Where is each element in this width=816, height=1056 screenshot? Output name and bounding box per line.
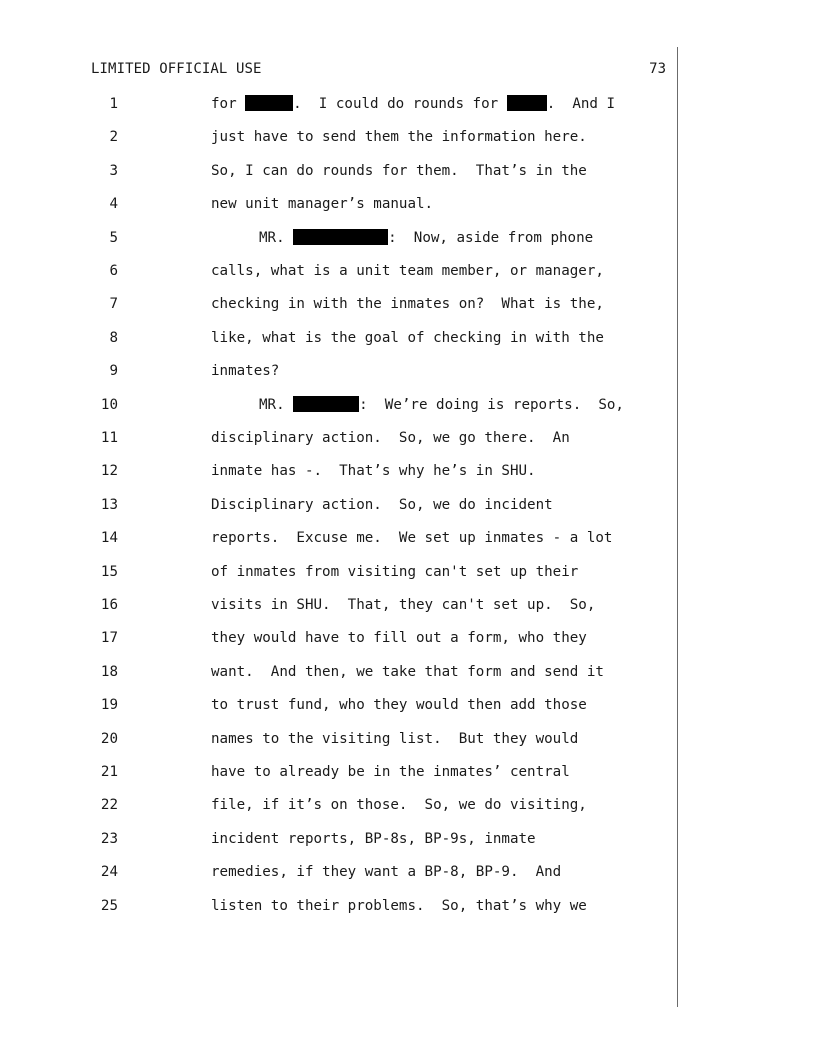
redaction-box: [293, 396, 359, 412]
text-segment: for: [211, 96, 246, 112]
text-segment: visits in SHU. That, they can't set up. So,: [211, 597, 596, 613]
transcript-line: [0, 896, 816, 916]
line-number: 6: [109, 263, 118, 279]
text-segment: want. And then, we take that form and send it: [211, 663, 604, 680]
redaction-box: [245, 95, 293, 111]
line-number: 2: [109, 129, 118, 146]
line-text: [211, 795, 587, 815]
line-number: 24: [100, 864, 118, 881]
transcript-line: [0, 495, 816, 515]
line-text: [211, 528, 612, 548]
line-number: 20: [100, 730, 118, 747]
text-segment: So, I can do rounds for them. That’s in the: [211, 162, 587, 179]
text-segment: remedies, if they want a BP-8, BP-9. And: [211, 864, 562, 881]
transcript-line: [0, 762, 816, 782]
transcript-line: [0, 862, 816, 882]
transcript-line: [0, 395, 816, 415]
transcript-line: [0, 94, 816, 114]
transcript-line: [0, 361, 816, 381]
text-segment: : We’re doing is reports. So,: [359, 396, 624, 413]
text-segment: incident reports, BP-8s, BP-9s, inmate: [211, 830, 536, 847]
transcript-line: [0, 829, 816, 849]
line-number: 18: [100, 663, 118, 680]
line-text: [211, 495, 553, 515]
text-segment: : Now, aside from phone: [388, 229, 594, 246]
transcript-line: [0, 695, 816, 715]
line-text: [211, 361, 279, 381]
line-text: [211, 228, 593, 248]
text-segment: have to already be in the inmates’ central: [211, 764, 570, 780]
line-number: 8: [109, 329, 118, 346]
transcript-line: [0, 461, 816, 481]
text-segment: they would have to fill out a form, who they: [211, 630, 587, 647]
line-number: 1: [109, 96, 118, 112]
transcript-line: [0, 795, 816, 815]
line-number: 7: [109, 296, 118, 313]
text-segment: just have to send them the information here.: [211, 129, 587, 146]
line-number: 13: [100, 496, 118, 513]
line-text: [211, 595, 595, 615]
transcript-line: [0, 328, 816, 348]
transcript-line: [0, 261, 816, 281]
text-segment: like, what is the goal of checking in with the: [211, 329, 604, 346]
line-text: [211, 328, 604, 348]
transcript-line: [0, 428, 816, 448]
line-text: [211, 762, 570, 782]
text-segment: file, if it’s on those. So, we do visiting,: [211, 797, 587, 814]
line-text: [211, 729, 578, 749]
line-text: [211, 395, 624, 415]
line-number: 23: [100, 830, 118, 847]
line-text: [211, 896, 587, 916]
line-text: [211, 628, 587, 648]
transcript-line: [0, 595, 816, 615]
page-number: 73: [649, 61, 666, 77]
transcript-line: [0, 528, 816, 548]
classification-header: LIMITED OFFICIAL USE: [91, 61, 262, 77]
line-text: [211, 695, 587, 715]
line-number: 11: [100, 430, 118, 446]
transcript-line: [0, 562, 816, 582]
line-text: [211, 261, 604, 281]
line-text: [211, 662, 604, 682]
line-number: 12: [100, 463, 118, 480]
line-number: 15: [100, 563, 118, 580]
transcript-line: [0, 161, 816, 181]
transcript-line: [0, 228, 816, 248]
text-segment: disciplinary action. So, we go there. An: [211, 430, 570, 446]
line-number: 14: [100, 530, 118, 547]
text-segment: new unit manager’s manual.: [211, 196, 434, 213]
line-text: [211, 94, 615, 114]
line-text: [211, 461, 536, 481]
line-text: [211, 194, 433, 214]
line-number: 25: [100, 897, 118, 914]
transcript-line: [0, 294, 816, 314]
line-number: 3: [109, 162, 118, 179]
text-segment: checking in with the inmates on? What is the,: [211, 296, 604, 313]
line-text: [211, 862, 561, 882]
line-number: 5: [109, 229, 118, 246]
line-number: 9: [109, 363, 118, 380]
line-number: 16: [100, 597, 118, 613]
transcript-line: [0, 662, 816, 682]
redaction-box: [293, 229, 388, 245]
line-number: 22: [100, 797, 118, 814]
line-text: [211, 829, 536, 849]
line-text: [211, 127, 587, 147]
text-segment: to trust fund, who they would then add those: [211, 697, 587, 714]
text-segment: MR.: [259, 396, 294, 413]
text-segment: reports. Excuse me. We set up inmates - a lot: [211, 530, 613, 547]
line-number: 17: [100, 630, 118, 647]
text-segment: MR.: [259, 229, 294, 246]
transcript-line: [0, 729, 816, 749]
text-segment: Disciplinary action. So, we do incident: [211, 496, 553, 513]
redaction-box: [507, 95, 547, 111]
text-segment: listen to their problems. So, that’s why we: [211, 897, 587, 914]
line-number: 19: [100, 697, 118, 714]
line-text: [211, 562, 578, 582]
text-segment: . And I: [546, 96, 616, 112]
text-segment: names to the visiting list. But they would: [211, 730, 579, 747]
text-segment: of inmates from visiting can't set up their: [211, 563, 579, 580]
text-segment: inmate has -. That’s why he’s in SHU.: [211, 463, 536, 480]
text-segment: calls, what is a unit team member, or manager,: [211, 263, 604, 279]
line-text: [211, 294, 604, 314]
transcript-line: [0, 194, 816, 214]
line-number: 10: [100, 396, 118, 413]
line-text: [211, 428, 570, 448]
line-number: 21: [100, 764, 118, 780]
transcript-line: [0, 127, 816, 147]
text-segment: inmates?: [211, 363, 280, 380]
line-text: [211, 161, 587, 181]
transcript-line: [0, 628, 816, 648]
text-segment: . I could do rounds for: [293, 96, 507, 112]
line-number: 4: [109, 196, 118, 213]
